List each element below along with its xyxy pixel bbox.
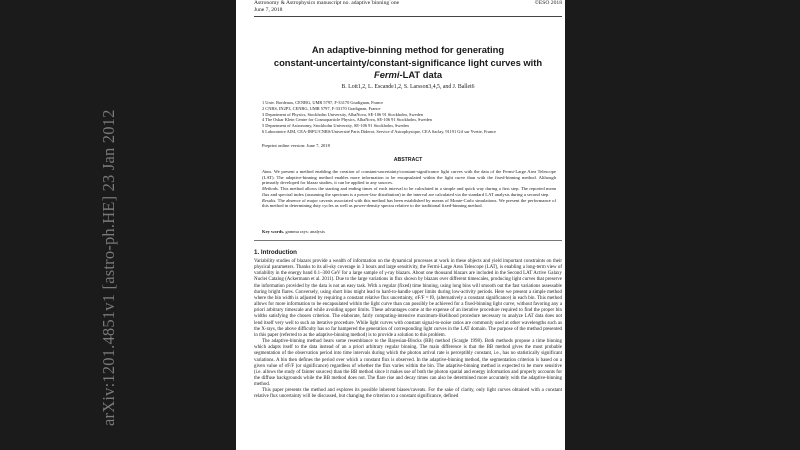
header-journal: Astronomy & Astrophysics manuscript no. adaptive˙binning˙one (254, 0, 400, 6)
aims-label: Aims. (262, 169, 273, 174)
abstract-results (262, 198, 556, 209)
running-header (254, 0, 562, 14)
keywords-text: gamma rays: analysis (285, 229, 325, 234)
body-paragraph: Variability studies of blazars provide a wealth of information on the dynamical processes at work in these objects and yield important constraints on their physical parameters. Thanks to its all-sky coverage in 3 hours and large sensitivity, the Fermi-Large Area Telescope (LAT), is enabling a long-term view of variability in the energy band 0.1–300 GeV for a large sample of γ-ray blazars. About one thousand blazars are included in the Second LAT Active Galaxy Nuclei Catalog (Ackermann et al. 2011). Due to the large variations in flux shown by blazars over different timescales, producing light curves that preserve the information provided by the data is not an easy task. With a regular (fixed) time binning, using long bins will smooth out the fast variations assessable during bright flares. Conversely, using short bins might lead to hard-to-handle upper limits during low-activity periods. Here we present a simple method where the bin width is adjusted by requiring a constant relative flux uncertainty, σF/F = f0, (alternatively a constant significance) in each bin. This method allows for more information to be encapsulated within the light curve than can possibly be achieved for a fixed-binning light curve, without favoring any a priori arbitrary timescale and while avoiding upper limits. These advantages come at the expense of an iterative procedure required to find the proper bin widths satisfying the chosen criterion. The elaborate, fairly computing-intensive maximum-likelihood procedure necessary to analyze LAT data does not lend itself very well to such an iterative procedure. While light curves with constant signal-to-noise ratios are commonly used at other wavelengths such as the X-rays, the above difficulty has so far hampered the generation of corresponding light curves in the LAT domain. The purpose of the method presented in this paper (referred to as the adaptive-binning method) is to provide a solution to this problem. (254, 259, 562, 338)
paper-title (254, 44, 562, 82)
affiliation: 4 The Oskar Klein Centre for Cosmoparticle Physics, AlbaNova, SE-106 91 Stockholm, Sweden (262, 117, 432, 123)
affiliations (262, 100, 562, 135)
paper-page (236, 0, 565, 450)
methods-text: This method allows the starting and ending times of each interval to be calculated in a simple and quick way during a first step. The reported mean flux and spectral index (assuming the spectrum is a power-law distribution) in the interval are calculated via the standard LAT analysis during a second step. (262, 186, 556, 197)
title-line-1: An adaptive-binning method for generating (311, 44, 505, 55)
arxiv-stamp: arXiv:1201.4851v1 [astro-ph.HE] 23 Jan 2012 (99, 109, 118, 426)
results-text: The absence of major caveats associated with this method has been established by means of Monte-Carlo simulations. We present the performance of this method in determining duty cycles as well as power-density spectra relative to the traditional fixed-binning method. (262, 197, 556, 209)
abstract-heading: ABSTRACT (393, 157, 423, 163)
title-fermi: Fermi (373, 69, 400, 81)
title-line-3 (254, 69, 562, 82)
abstract-rule (254, 240, 562, 241)
affiliation: 6 Laboratoire AIM, CEA-IRFU/CNRS/Université Paris Diderot, Service d’Astrophysique, CEA Saclay, 91191 Gif sur Yvette, France (262, 128, 496, 134)
preprint-note: Preprint online version: June 7, 2018 (262, 143, 330, 148)
aims-text: We present a method enabling the creation of constant-uncertainty/constant-significance light curves with the data of the Fermi-Large Area Telescope (LAT). The adaptive-binning method enables more information to be encapsulated within the light curve than with the fixed-binning method. Although primarily developed for blazar studies, it can be applied to any sources. (262, 169, 556, 186)
affiliation: 3 Department of Physics, Stockholm University, AlbaNova, SE-106 91 Stockholm, Sweden (262, 111, 423, 117)
title-lat: -LAT data (399, 69, 443, 81)
body-paragraph: The adaptive-binning method bears some resemblance to the Bayesian-Blocks (BB) method (Scargle 1998). Both methods propose a time binning which adapts itself to the data instead of an a priori arbitrary regular binning. The main difference is that the BB method gives the most probable segmentation of the observation period into time intervals during which the photon arrival rate is perceptibly constant, i.e., has no statistically significant variations. A bin then defines the period over which a constant flux is observed. In the adaptive-binning method, the segmentation criterion is based on a given value of σF/F (or significance) regardless of whether the flux varies within the bin. The adaptive-binning method is expected to be more sensitive (i.e. allows the study of fainter sources) than the BB method since it makes use of both the photon spatial and energy information and properly accounts for the diffuse backgrounds while the BB method does not. The flare rise and decay times can also be determined more accurately with the adaptive-binning method. (254, 339, 562, 388)
keywords (262, 229, 325, 234)
affiliation: 5 Department of Astronomy, Stockholm University, SE-106 91 Stockholm, Sweden (262, 123, 409, 129)
section-heading: 1. Introduction (254, 249, 297, 256)
abstract-methods (262, 186, 556, 197)
methods-label: Methods. (262, 186, 279, 192)
affiliation: 1 Univ. Bordeaux, CENBG, UMR 5797, F-33170 Gradignan, France (262, 100, 384, 105)
author-list: B. Lott1,2, L. Escande1,2, S. Larsson3,4,5, and J. Ballet6 (341, 84, 475, 90)
abstract-aims (262, 169, 556, 186)
header-rule (254, 16, 562, 17)
title-line-2: constant-uncertainty/constant-significance light curves with (273, 56, 543, 68)
abstract (262, 169, 556, 209)
affiliation: 2 CNRS, IN2P3, CENBG, UMR 5797, F-33170 Gradignan, France (262, 105, 381, 111)
results-label: Results. (262, 197, 277, 203)
header-copyright: ©ESO 2018 (534, 0, 562, 6)
section-body (254, 259, 562, 401)
body-paragraph: This paper presents the method and explores its possible inherent biases/caveats. For the sake of clarity, only light curves obtained with a constant relative flux uncertainty will be discussed, but changing the criterion to a constant significance, defined (254, 388, 562, 400)
keywords-label: Key words. (262, 229, 285, 234)
header-date: June 7, 2018 (254, 7, 283, 13)
